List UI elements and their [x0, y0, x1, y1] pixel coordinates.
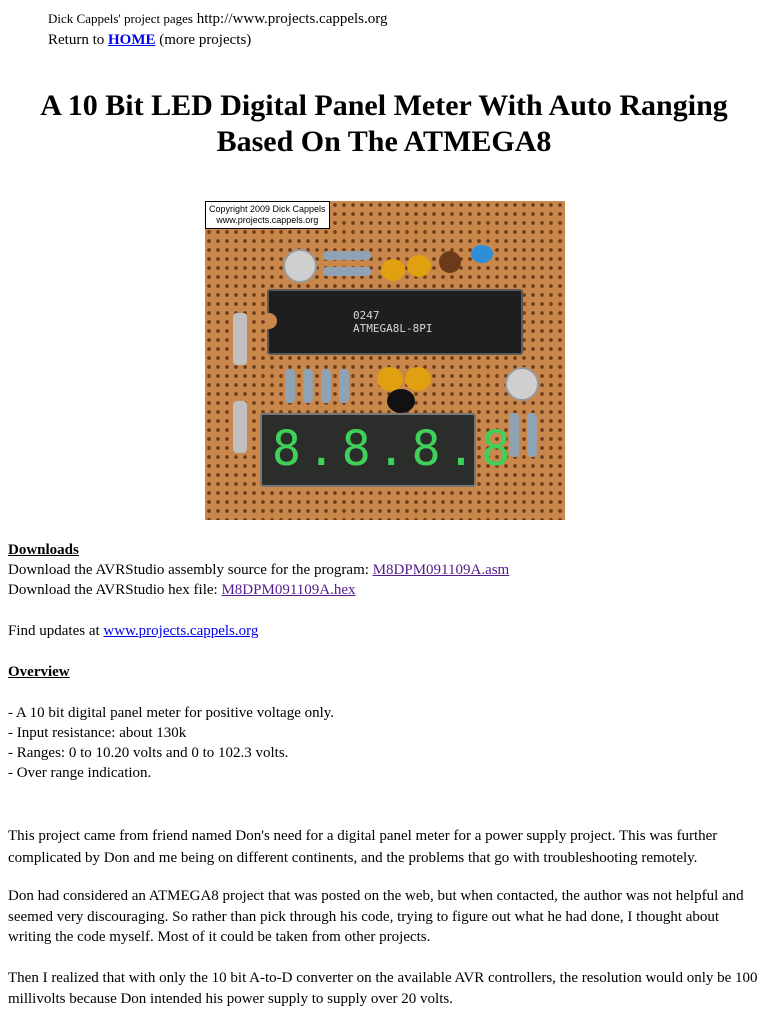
site-url: http://www.projects.cappels.org	[196, 11, 388, 27]
resistor-component	[323, 267, 371, 276]
chip-notch	[267, 313, 277, 329]
asm-download-link[interactable]: M8DPM091109A.asm	[372, 562, 510, 578]
paragraph-3: Then I realized that with only the 10 bit A-to-D converter on the available AVR controllers, the resolution would only be 100 millivolts because Don intended his power supply to supply over 20 volts.	[8, 970, 758, 1007]
resistor-component	[527, 413, 537, 457]
home-link[interactable]: HOME	[108, 32, 156, 48]
chip-marking	[353, 309, 432, 335]
hex-download-link[interactable]: M8DPM091109A.hex	[221, 582, 356, 598]
resistor-component	[339, 369, 349, 403]
capacitor-component	[407, 255, 431, 277]
resistor-component	[285, 369, 295, 403]
photo-copyright-label	[205, 201, 330, 229]
microcontroller-chip	[267, 289, 523, 355]
capacitor-component	[471, 245, 493, 263]
transistor-component	[439, 251, 461, 273]
hex-download-text: Download the AVRStudio hex file:	[8, 582, 218, 598]
page-header	[48, 8, 387, 51]
overview-item: - Ranges: 0 to 10.20 volts and 0 to 102.3 volts.	[8, 745, 289, 761]
chip-marking-line-2: ATMEGA8L-8PI	[353, 322, 433, 335]
display-digits: 8.8.8.8	[272, 421, 517, 477]
capacitor-component	[377, 367, 403, 391]
resistor-component	[233, 313, 247, 365]
copyright-line-2: www.projects.cappels.org	[216, 215, 319, 225]
downloads-heading: Downloads	[8, 542, 79, 558]
updates-line	[8, 621, 258, 641]
title-line-2: Based On The ATMEGA8	[216, 125, 552, 158]
overview-list	[8, 703, 334, 783]
paragraph-1: This project came from friend named Don's need for a digital panel meter for a power supply project. This was further complicated by Don and me being on different continents, and the problems that go with troubleshooting remotely.	[8, 828, 718, 866]
circuit-board-photo	[205, 201, 565, 520]
resistor-component	[321, 369, 331, 403]
asm-download-line	[8, 560, 509, 580]
paragraph-2: Don had considered an ATMEGA8 project that was posted on the web, but when contacted, the author was not helpful and seemed very discouraging. So rather than pick through his code, trying to figure out what he had done, I thought about writing the code myself. Most of it could be taken from other projects.	[8, 888, 744, 945]
resistor-component	[233, 401, 247, 453]
overview-item: - A 10 bit digital panel meter for positive voltage only.	[8, 705, 335, 721]
capacitor-component	[381, 259, 405, 281]
return-line	[48, 30, 387, 51]
led-component	[283, 249, 317, 283]
title-line-1: A 10 Bit LED Digital Panel Meter With Auto Ranging	[40, 89, 728, 122]
downloads-section	[8, 540, 509, 600]
return-prefix: Return to	[48, 32, 105, 48]
overview-heading: Overview	[8, 664, 70, 680]
updates-link[interactable]: www.projects.cappels.org	[103, 623, 259, 639]
chip-marking-line-1: 0247	[353, 309, 380, 322]
updates-text: Find updates at	[8, 623, 100, 639]
overview-heading-block	[8, 662, 70, 682]
hex-download-line	[8, 580, 509, 600]
resistor-component	[303, 369, 313, 403]
overview-item: - Input resistance: about 130k	[8, 725, 187, 741]
led-component	[505, 367, 539, 401]
page-title	[0, 88, 768, 160]
led-seven-segment-display	[260, 413, 517, 487]
regulator-component	[387, 389, 415, 413]
return-suffix: (more projects)	[159, 32, 252, 48]
resistor-component	[323, 251, 371, 260]
capacitor-component	[405, 367, 431, 391]
site-line	[48, 8, 387, 30]
site-label: Dick Cappels' project pages	[48, 11, 193, 26]
asm-download-text: Download the AVRStudio assembly source for the program:	[8, 562, 369, 578]
overview-item: - Over range indication.	[8, 765, 152, 781]
copyright-line-1: Copyright 2009 Dick Cappels	[209, 204, 326, 214]
